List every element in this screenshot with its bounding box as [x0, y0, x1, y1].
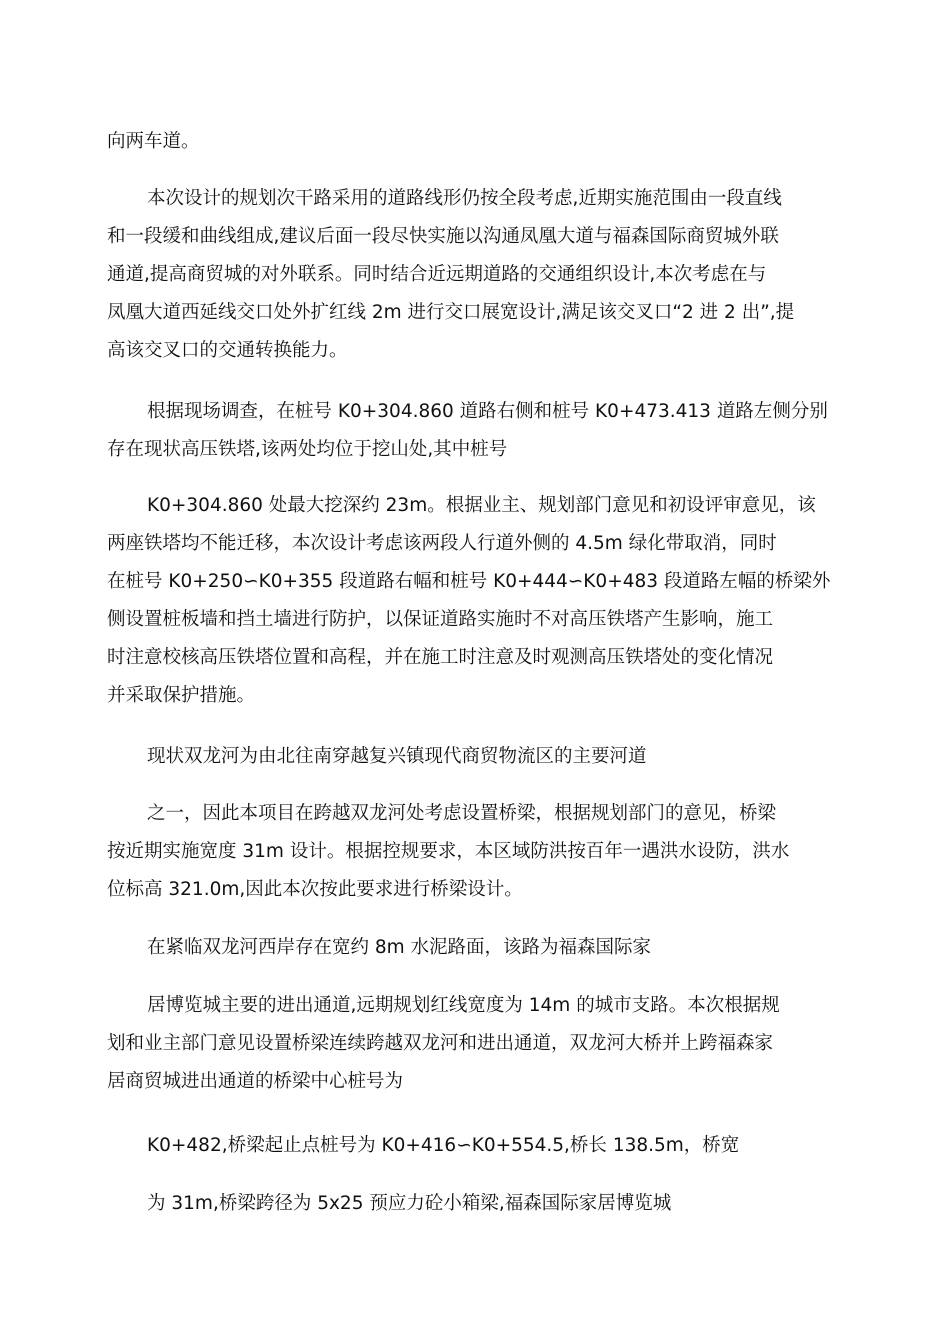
- text-line: 根据现场调查，在桩号 K0+304.860 道路右侧和桩号 K0+473.413 道路左侧分别: [147, 401, 828, 422]
- text-line: 和一段缓和曲线组成,建议后面一段尽快实施以沟通凤凰大道与福森国际商贸城外联: [107, 226, 779, 247]
- text-line: 两座铁塔均不能迁移，本次设计考虑该两段人行道外侧的 4.5m 绿化带取消，同时: [107, 533, 777, 554]
- text-line: 通道,提高商贸城的对外联系。同时结合近远期道路的交通组织设计,本次考虑在与: [107, 264, 767, 285]
- text-line: 位标高 321.0m,因此本次按此要求进行桥梁设计。: [107, 879, 523, 900]
- text-line: 划和业主部门意见设置桥梁连续跨越双龙河和进出通道，双龙河大桥并上跨福森家: [107, 1033, 774, 1054]
- text-line: 侧设置桩板墙和挡土墙进行防护，以保证道路实施时不对高压铁塔产生影响，施工: [107, 609, 774, 630]
- text-line: 按近期实施宽度 31m 设计。根据控规要求，本区域防洪按百年一遇洪水设防，洪水: [107, 841, 790, 862]
- text-line: 高该交叉口的交通转换能力。: [107, 340, 348, 361]
- text-line: 本次设计的规划次干路采用的道路线形仍按全段考虑,近期实施范围由一段直线: [147, 188, 782, 209]
- text-line: 为 31m,桥梁跨径为 5x25 预应力砼小箱梁,福森国际家居博览城: [147, 1193, 672, 1214]
- text-line: 居博览城主要的进出通道,远期规划红线宽度为 14m 的城市支路。本次根据规: [147, 995, 780, 1016]
- text-line: 存在现状高压铁塔,该两处均位于挖山处,其中桩号: [107, 439, 508, 460]
- text-line: 之一，因此本项目在跨越双龙河处考虑设置桥梁，根据规划部门的意见，桥梁: [147, 803, 777, 824]
- text-line: 在紧临双龙河西岸存在宽约 8m 水泥路面，该路为福森国际家: [147, 937, 652, 958]
- text-line: 并采取保护措施。: [107, 685, 256, 706]
- text-line: 居商贸城进出通道的桥梁中心桩号为: [107, 1071, 404, 1092]
- text-line: 凤凰大道西延线交口处外扩红线 2m 进行交口展宽设计,满足该交叉口“2 进 2 出”,提: [107, 302, 795, 323]
- text-line: K0+304.860 处最大挖深约 23m。根据业主、规划部门意见和初设评审意见，该: [147, 495, 816, 516]
- text-line: K0+482,桥梁起止点桩号为 K0+416∽K0+554.5,桥长 138.5m，桥宽: [147, 1135, 740, 1156]
- text-line: 在桩号 K0+250∽K0+355 段道路右幅和桩号 K0+444∽K0+483 段道路左幅的桥梁外: [107, 571, 831, 592]
- text-line: 时注意校核高压铁塔位置和高程，并在施工时注意及时观测高压铁塔处的变化情况: [107, 647, 774, 668]
- text-line: 向两车道。: [107, 131, 200, 152]
- text-line: 现状双龙河为由北往南穿越复兴镇现代商贸物流区的主要河道: [147, 746, 647, 767]
